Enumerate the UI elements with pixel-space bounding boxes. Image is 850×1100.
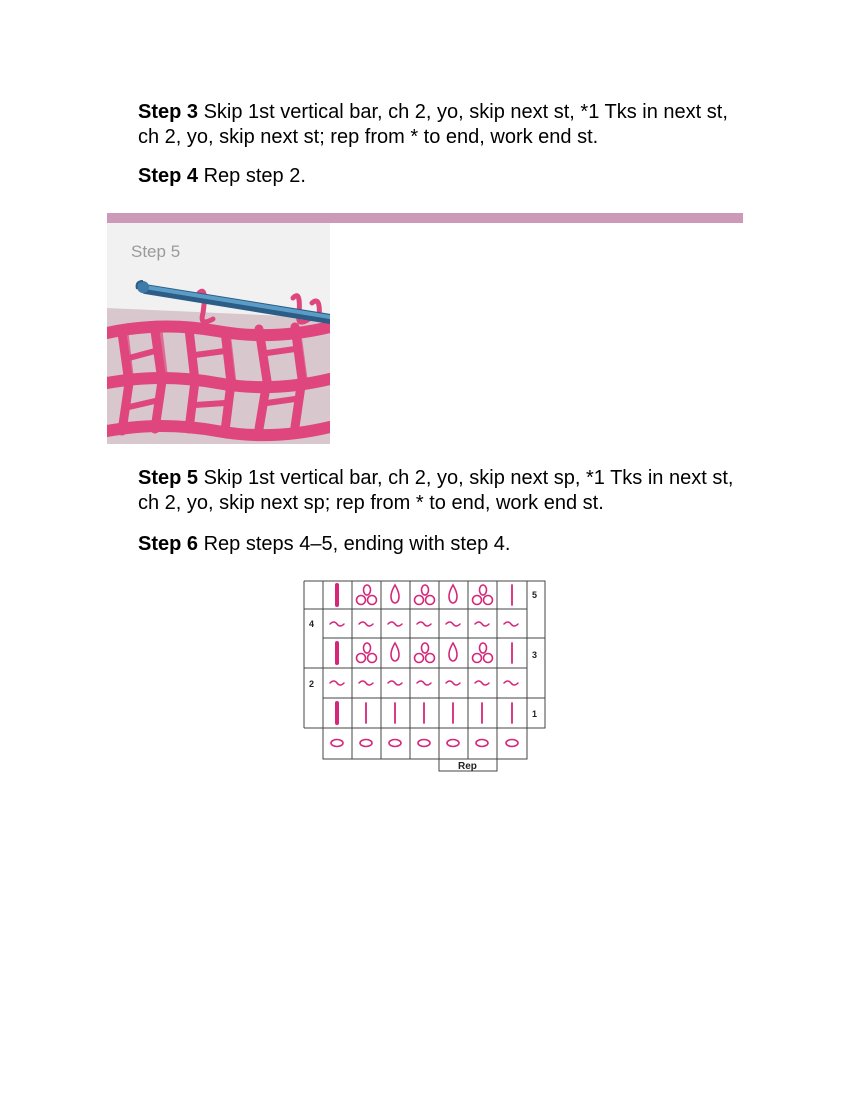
photo-caption: Step 5 [131, 242, 181, 261]
row-label-5: 5 [532, 590, 538, 600]
step-3-text: Skip 1st vertical bar, ch 2, yo, skip next st, *1 Tks in next st, ch 2, yo, skip next st; rep from * to end, work end st. [138, 101, 728, 148]
repeat-label: Rep [458, 761, 477, 772]
step-5-label: Step 5 [138, 467, 199, 489]
section-divider [107, 213, 743, 223]
row-label-1: 1 [532, 709, 538, 719]
row-label-2: 2 [309, 679, 315, 689]
step-6-label: Step 6 [138, 533, 199, 555]
step-3-label: Step 3 [138, 101, 199, 123]
step-4-label: Step 4 [138, 165, 199, 187]
step-6-text: Rep steps 4–5, ending with step 4. [203, 533, 511, 555]
step-4-text: Rep step 2. [203, 165, 306, 187]
step-4-paragraph [138, 164, 738, 189]
row-label-4: 4 [309, 619, 315, 629]
step-5-paragraph [138, 466, 738, 516]
stitch-chart [300, 576, 550, 776]
step-5-photo [107, 223, 330, 444]
step-6-paragraph [138, 532, 738, 557]
step-5-text: Skip 1st vertical bar, ch 2, yo, skip next sp, *1 Tks in next st, ch 2, yo, skip next sp; rep from * to end, work end st. [138, 467, 734, 514]
step-3-paragraph [138, 100, 738, 150]
row-label-3: 3 [532, 650, 538, 660]
